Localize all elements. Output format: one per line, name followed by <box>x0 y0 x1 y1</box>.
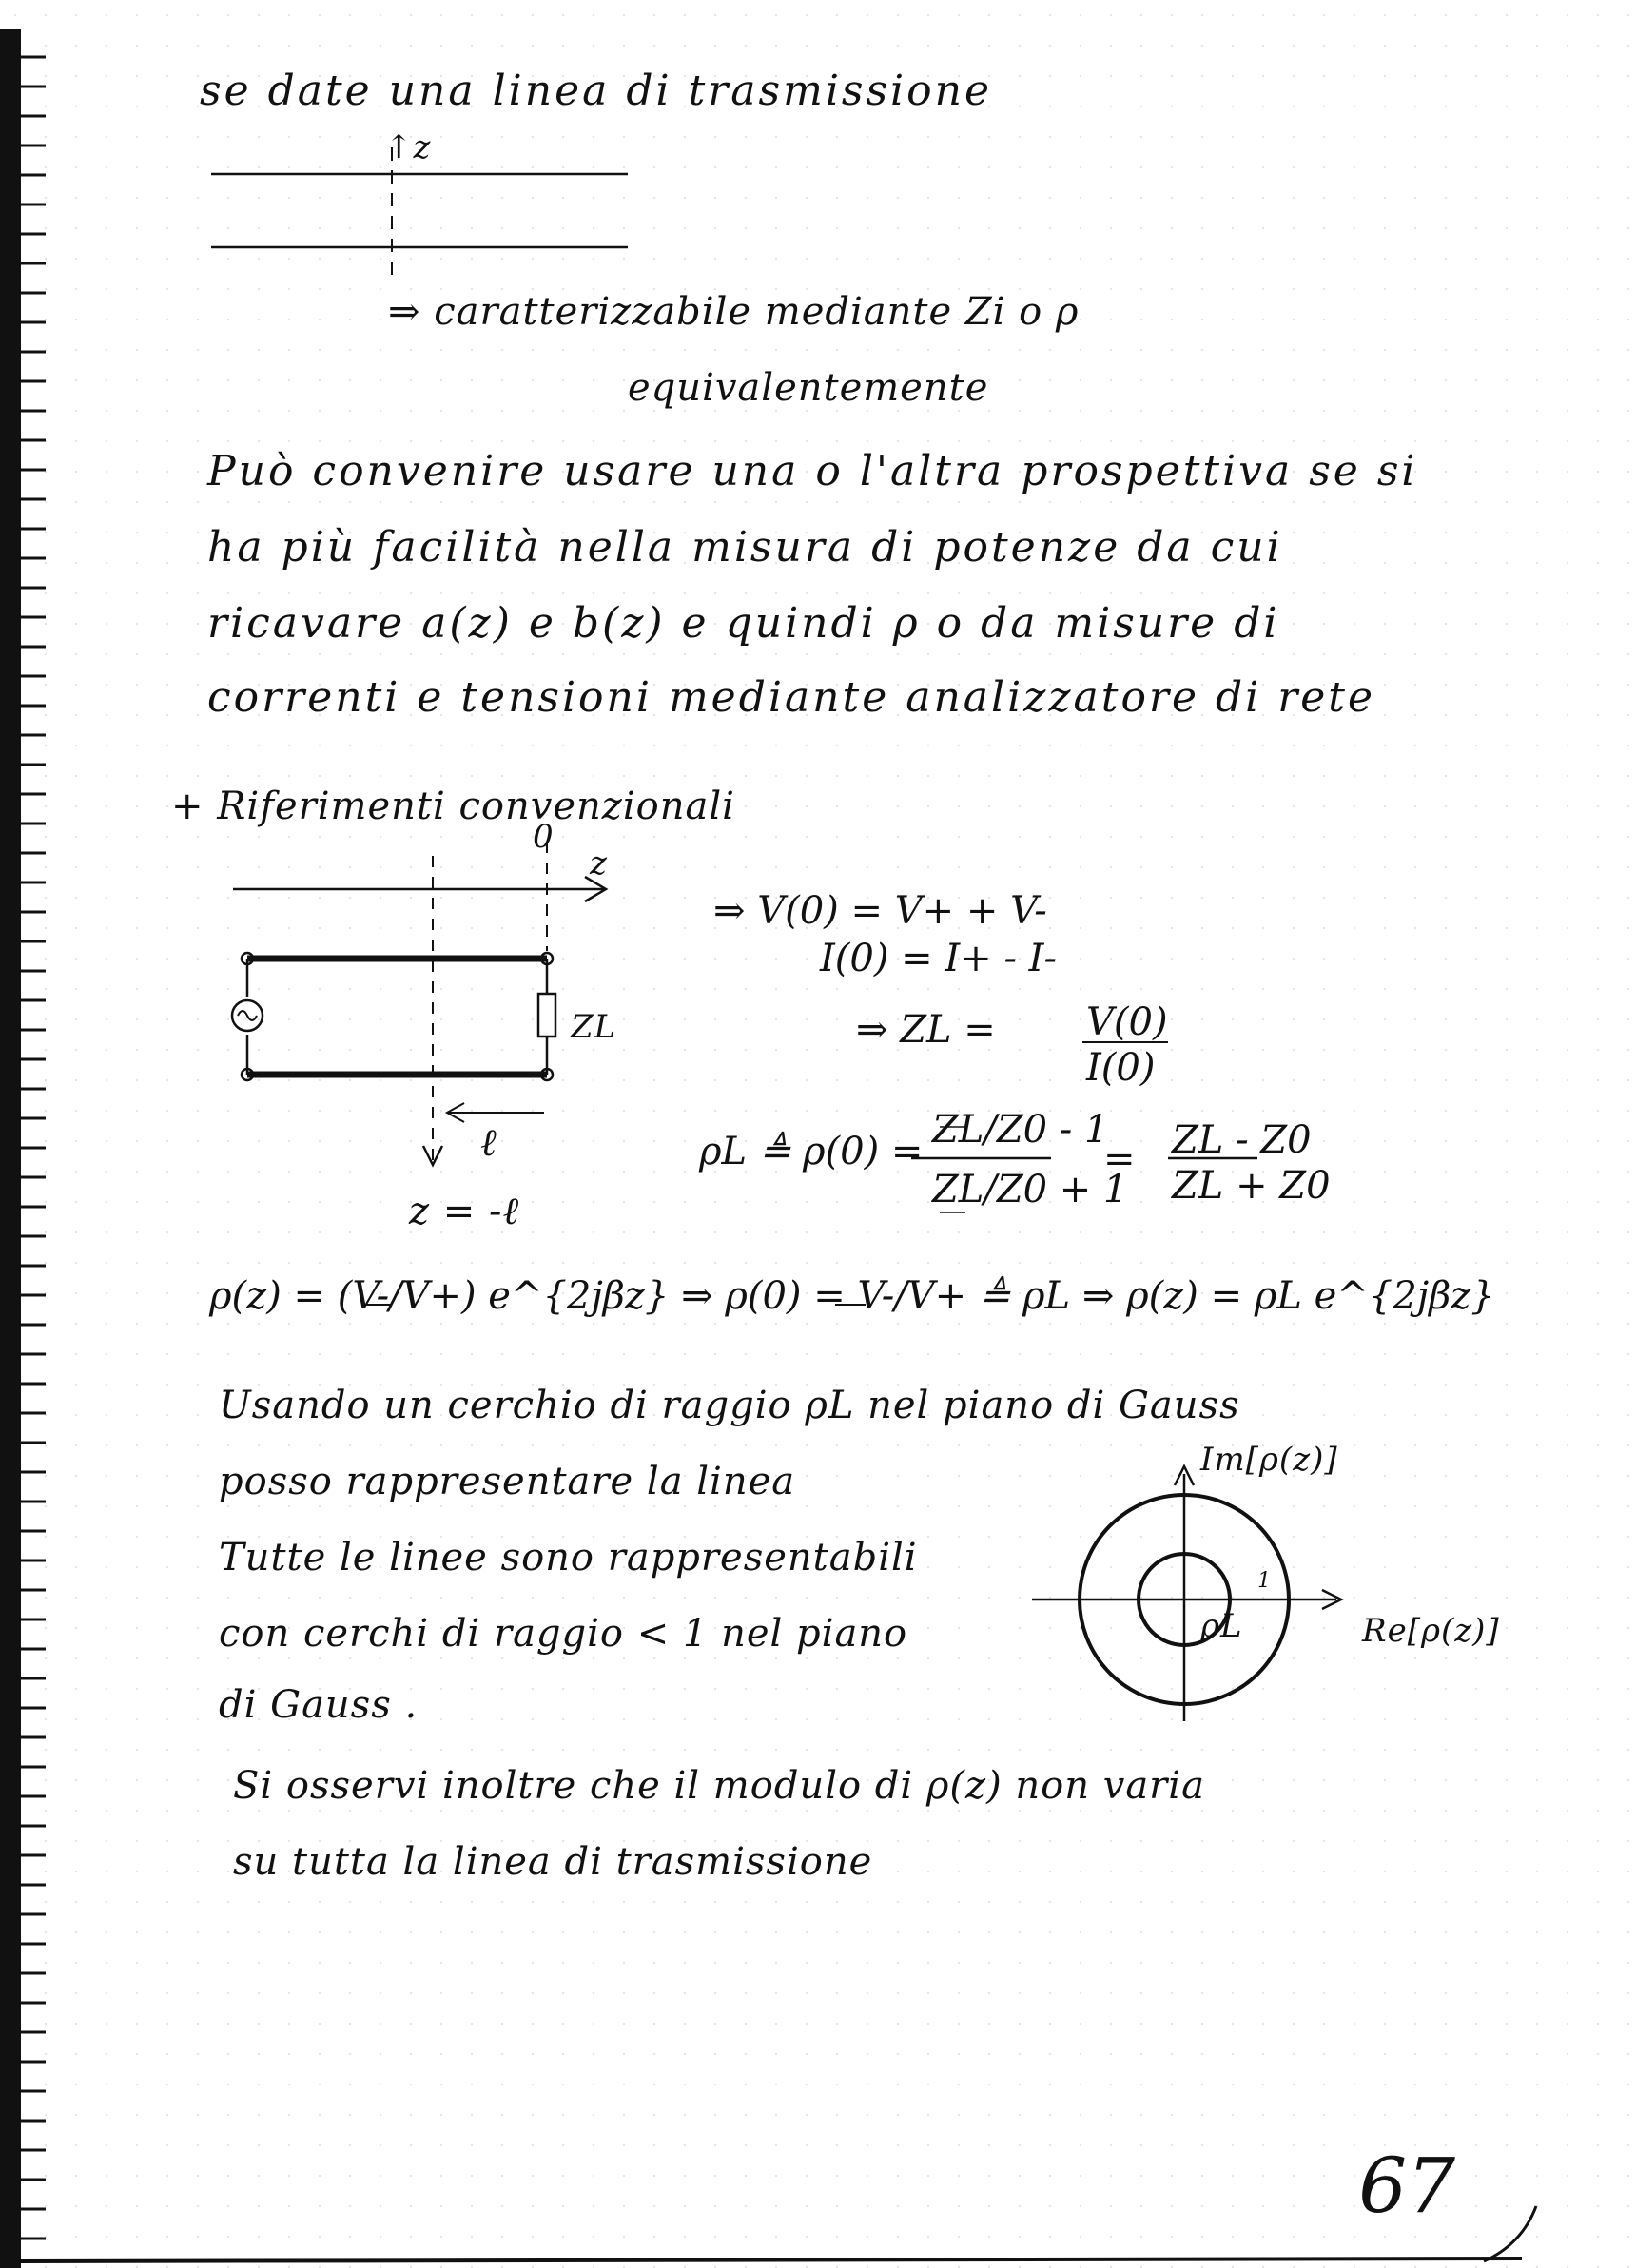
eq-zl: ⇒ ZL = <box>856 1008 996 1052</box>
corner-curl <box>1484 2206 1536 2261</box>
eq-rhoL-lhs: ρL ≜ ρ(0) = <box>699 1130 924 1173</box>
paragraph-3-line: su tutta la linea di trasmissione <box>233 1840 873 1884</box>
intro-line: se date una linea di trasmissione <box>200 67 992 115</box>
paragraph-2-line: posso rappresentare la linea <box>219 1460 796 1503</box>
eq-rhoL-frac2-num: ZL - Z0 <box>1172 1118 1312 1162</box>
binding-ticks <box>21 57 46 2239</box>
paragraph-3-line: Si osservi inoltre che il modulo di ρ(z) non varia <box>233 1764 1205 1808</box>
gauss-plane-diagram <box>1032 1466 1341 1721</box>
load-label: ZL <box>571 1008 617 1046</box>
eq-rhoL-frac-den: ZL/Z0 + 1 <box>932 1168 1128 1212</box>
page-number: 67 <box>1358 2142 1455 2230</box>
paragraph-1-line: ricavare a(z) e b(z) e quindi ρ o da misure di <box>207 599 1280 648</box>
paragraph-1-line: Può convenire usare una o l'altra prospettiva se si <box>207 447 1418 495</box>
re-axis-label: Re[ρ(z)] <box>1362 1612 1500 1650</box>
section-title: + Riferimenti convenzionali <box>171 785 735 828</box>
eq-i0: I(0) = I+ - I- <box>820 937 1057 980</box>
eq-v0: ⇒ V(0) = V+ + V- <box>713 889 1047 933</box>
eq-rhoL-frac-num: ZL/Z0 - 1 <box>932 1108 1109 1152</box>
eq-rho-z: ρ(z) = (V-/V+) e^{2jβz} ⇒ ρ(0) = V-/V+ ≜ ρL ⇒ ρ(z) = ρL e^{2jβz} <box>209 1274 1495 1318</box>
eq-zl-den: I(0) <box>1086 1046 1156 1090</box>
z-axis-label: ↑z <box>385 128 432 166</box>
im-axis-label: Im[ρ(z)] <box>1200 1441 1338 1479</box>
unit-label: 1 <box>1257 1569 1272 1593</box>
binding-strip <box>0 29 21 2268</box>
paragraph-2-line: Tutte le linee sono rappresentabili <box>219 1536 918 1580</box>
paragraph-1-line: correnti e tensioni mediante analizzatore di rete <box>207 673 1376 722</box>
z-label: z <box>590 844 608 882</box>
paragraph-2-line: con cerchi di raggio < 1 nel piano <box>219 1612 908 1656</box>
eq-zl-num: V(0) <box>1086 1000 1168 1044</box>
origin-label: 0 <box>533 818 555 856</box>
bottom-border <box>21 2258 1522 2261</box>
paragraph-2-line: di Gauss . <box>219 1683 419 1727</box>
z-neg-label: z = -ℓ <box>409 1190 520 1233</box>
paragraph-2-line: Usando un cerchio di raggio ρL nel piano di Gauss <box>219 1384 1240 1427</box>
eq-rhoL-eq: = <box>1103 1137 1136 1181</box>
tline-sketch-1 <box>211 147 628 276</box>
length-label: ℓ <box>480 1121 497 1165</box>
load-resistor <box>538 994 555 1037</box>
characterization-line: ⇒ caratterizzabile mediante Zi o ρ <box>388 290 1080 334</box>
equivalently-line: equivalentemente <box>628 366 989 410</box>
paragraph-1-line: ha più facilità nella misura di potenze da cui <box>207 523 1283 572</box>
rho-circle-label: ρL <box>1200 1607 1243 1645</box>
eq-rhoL-frac2-den: ZL + Z0 <box>1172 1164 1331 1208</box>
